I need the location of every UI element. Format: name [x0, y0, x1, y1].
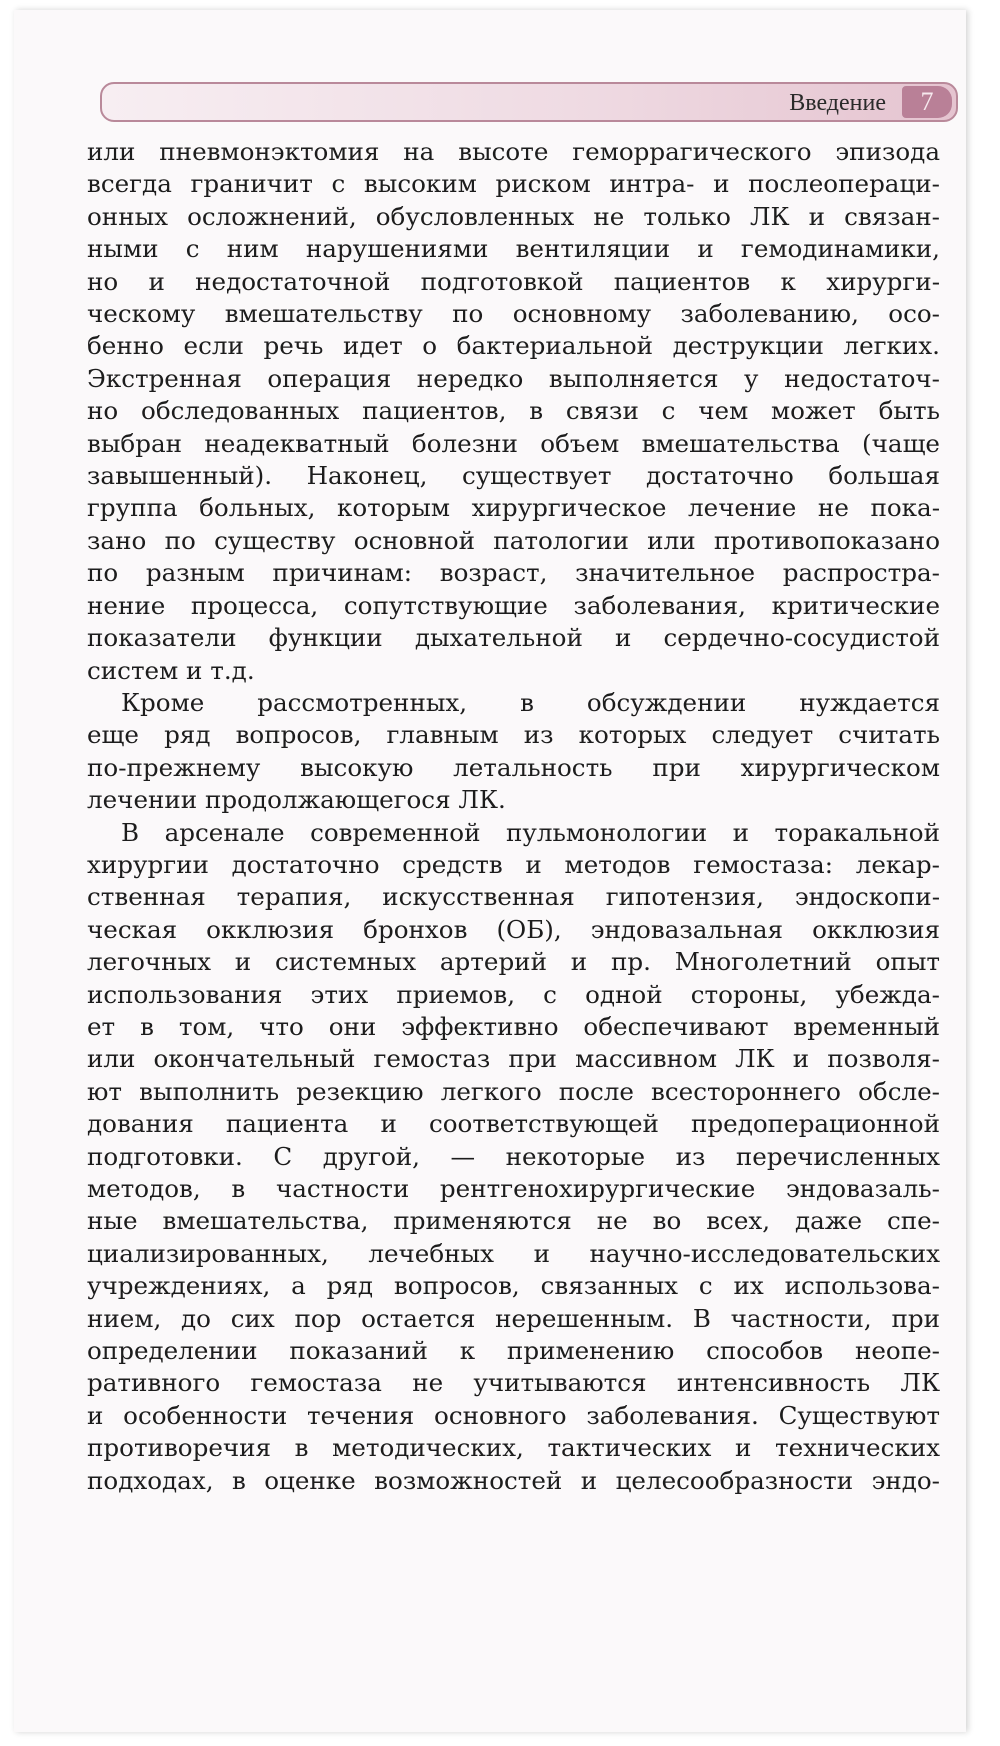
body-text	[87, 136, 940, 1497]
text-line: по-прежнему высокую летальность при хирургическом	[87, 752, 940, 782]
text-line: выбран неадекватный болезни объем вмешательства (чаще	[87, 428, 940, 458]
text-line: методов, в частности рентгенохирургические эндовазаль-	[87, 1174, 940, 1203]
text-line: и особенности течения основного заболевания. Существуют	[87, 1400, 940, 1430]
text-line: бенно если речь идет о бактериальной деструкции легких.	[87, 331, 940, 361]
text-line: Экстренная операция нередко выполняется у недостаточ-	[87, 363, 940, 393]
text-line: еще ряд вопросов, главным из которых следует считать	[87, 720, 940, 750]
text-line: дования пациента и соответствующей предоперационной	[87, 1109, 940, 1139]
paragraph	[87, 136, 940, 687]
text-line: определении показаний к применению способов неопе-	[87, 1336, 940, 1366]
text-line: завышенный). Наконец, существует достаточно большая	[87, 461, 940, 491]
text-line: ет в том, что они эффективно обеспечивают временный	[87, 1011, 940, 1041]
text-line: ческому вмешательству по основному заболеванию, осо-	[87, 299, 940, 329]
text-line: ные вмешательства, применяются не во всех, даже спе-	[87, 1206, 940, 1236]
text-line: Кроме рассмотренных, в обсуждении нуждается	[121, 687, 940, 717]
text-line: ческая окклюзия бронхов (ОБ), эндовазальная окклюзия	[87, 914, 940, 944]
text-line: или пневмонэктомия на высоте геморрагического эпизода	[87, 137, 940, 166]
text-line: показатели функции дыхательной и сердечно-сосудистой	[87, 623, 940, 653]
text-line: противоречия в методических, тактических и технических	[87, 1433, 940, 1463]
text-line: легочных и системных артерий и пр. Многолетний опыт	[87, 947, 940, 977]
text-line: ными с ним нарушениями вентиляции и гемодинамики,	[87, 234, 940, 264]
text-line: по разным причинам: возраст, значительное распростра-	[87, 558, 940, 588]
text-line: циализированных, лечебных и научно-исследовательских	[87, 1238, 940, 1268]
text-line: онных осложнений, обусловленных не только ЛК и связан-	[87, 201, 940, 231]
text-line: или окончательный гемостаз при массивном ЛК и позволя-	[87, 1044, 940, 1074]
text-line: но обследованных пациентов, в связи с чем может быть	[87, 396, 940, 426]
paragraph	[87, 687, 940, 817]
text-line: группа больных, которым хирургическое лечение не пока-	[87, 493, 940, 523]
text-line: ют выполнить резекцию легкого после всестороннего обсле-	[87, 1076, 940, 1106]
text-line: ственная терапия, искусственная гипотензия, эндоскопи-	[87, 882, 940, 912]
page-number: 7	[902, 86, 952, 118]
text-line: но и недостаточной подготовкой пациентов к хирурги-	[87, 266, 940, 296]
paragraph	[87, 817, 940, 1498]
text-line: всегда граничит с высоким риском интра- и послеопераци-	[87, 169, 940, 199]
text-line: зано по существу основной патологии или противопоказано	[87, 525, 940, 555]
text-line: нием, до сих пор остается нерешенным. В частности, при	[87, 1303, 940, 1333]
text-line: В арсенале современной пульмонологии и торакальной	[121, 817, 940, 847]
text-line: подготовки. С другой, — некоторые из перечисленных	[87, 1141, 940, 1171]
text-line: подходах, в оценке возможностей и целесообразности эндо-	[87, 1465, 940, 1495]
text-line: учреждениях, а ряд вопросов, связанных с их использова-	[87, 1271, 940, 1301]
text-line: ративного гемостаза не учитываются интенсивность ЛК	[87, 1368, 940, 1398]
text-line: нение процесса, сопутствующие заболевания, критические	[87, 590, 940, 620]
text-line: хирургии достаточно средств и методов гемостаза: лекар-	[87, 849, 940, 879]
section-title: Введение	[789, 90, 886, 116]
running-header	[100, 82, 958, 122]
text-line: лечении продолжающегося ЛК.	[87, 785, 506, 815]
text-line: систем и т.д.	[87, 655, 255, 685]
text-line: использования этих приемов, с одной стороны, убежда-	[87, 979, 940, 1009]
